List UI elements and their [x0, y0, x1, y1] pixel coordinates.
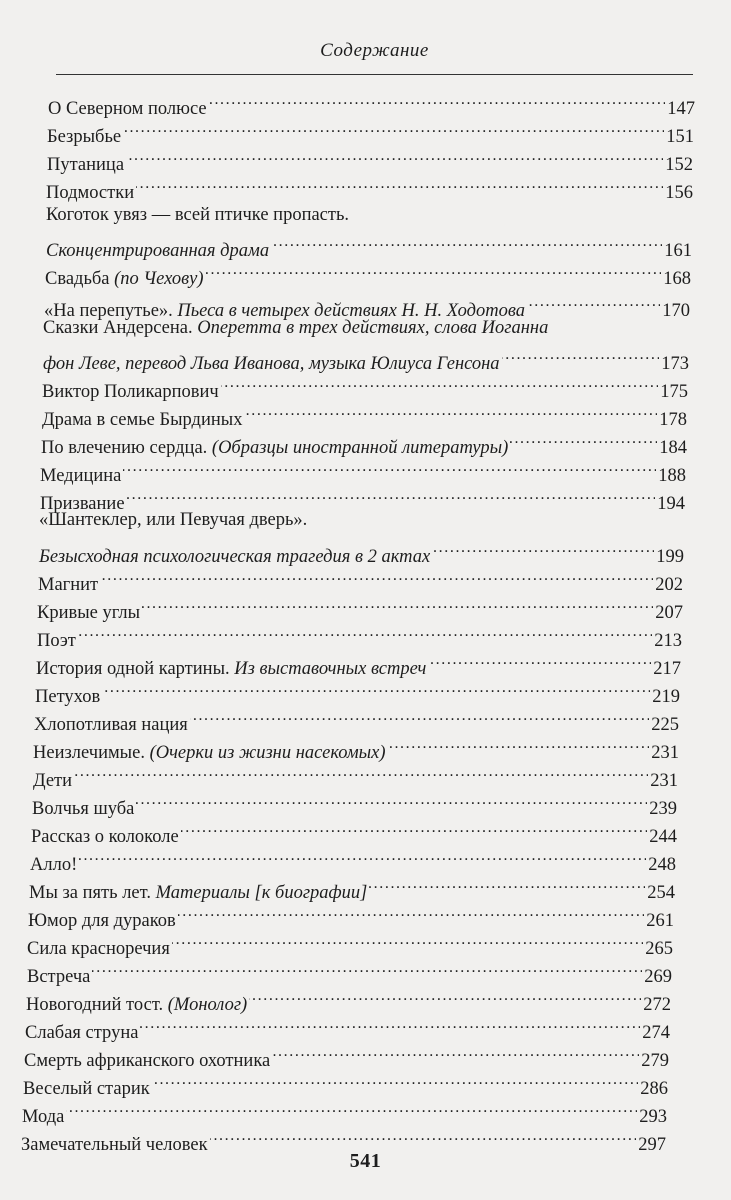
entry-title: Алло!	[30, 855, 78, 875]
entry-page: 147	[667, 99, 695, 119]
leader-dots	[206, 256, 662, 284]
entry-page: 194	[657, 494, 685, 514]
toc-entry	[28, 898, 674, 931]
leader-dots	[244, 397, 657, 425]
entry-page: 248	[648, 855, 676, 875]
toc-entry	[38, 562, 683, 595]
leader-dots	[100, 562, 653, 590]
leader-dots	[136, 170, 663, 198]
leader-dots	[172, 926, 643, 954]
entry-page: 231	[650, 771, 678, 791]
toc-entry	[27, 926, 673, 959]
entry-subtitle: Материалы [к биографии]	[155, 883, 368, 903]
leader-dots	[123, 114, 664, 142]
entry-title: Петухов	[35, 687, 101, 707]
leader-dots	[152, 1066, 639, 1094]
entry-page: 265	[645, 939, 673, 959]
entry-title: Подмостки	[46, 183, 135, 203]
leader-dots	[249, 982, 641, 1010]
toc-entry	[27, 954, 672, 987]
entry-title: Путаница	[47, 155, 125, 175]
toc-entry	[41, 425, 687, 458]
entry-page: 225	[651, 715, 679, 735]
toc-entry	[31, 814, 677, 847]
entry-page: 202	[655, 575, 683, 595]
leader-dots	[428, 646, 651, 674]
entry-page: 239	[649, 799, 677, 819]
leader-dots	[140, 1010, 640, 1038]
entry-title: Магнит	[38, 575, 99, 595]
entry-title: Слабая струна	[25, 1023, 139, 1043]
entry-title: Неизлечимые.	[33, 743, 145, 763]
leader-dots	[510, 425, 657, 453]
entry-subtitle: Из выставочных встреч	[234, 659, 427, 679]
leader-dots	[78, 618, 652, 646]
entry-page: 173	[661, 354, 689, 374]
entry-page: 170	[662, 301, 690, 321]
entry-page: 274	[642, 1023, 670, 1043]
entry-page: 261	[646, 911, 674, 931]
leader-dots	[527, 288, 660, 316]
leader-dots	[79, 842, 646, 870]
entry-title: Мы за пять лет.	[29, 883, 151, 903]
entry-page: 293	[639, 1107, 667, 1127]
leader-dots	[92, 954, 642, 982]
entry-page: 269	[644, 967, 672, 987]
entry-subtitle-continued: фон Леве, перевод Льва Иванова, музыка Юлиуса Генсона	[43, 354, 500, 374]
toc-entry	[45, 256, 691, 289]
entry-page: 297	[638, 1135, 666, 1155]
entry-page: 254	[647, 883, 675, 903]
entry-title: Рассказ о колоколе	[31, 827, 179, 847]
entry-subtitle: Безысходная психологическая трагедия в 2 актах	[39, 547, 431, 567]
entry-title: Сила красноречия	[27, 939, 170, 959]
entry-title: «Шантеклер, или Певучая дверь».	[39, 510, 308, 530]
entry-page: 217	[653, 659, 681, 679]
leader-dots	[127, 481, 656, 509]
entry-title: Волчья шуба	[32, 799, 135, 819]
leader-dots	[74, 758, 648, 786]
toc-entry	[30, 842, 676, 875]
toc-entry	[47, 114, 694, 147]
leader-dots	[190, 702, 649, 730]
leader-dots	[221, 369, 659, 397]
leader-dots	[126, 142, 663, 170]
toc-entry	[33, 758, 678, 791]
entry-title: Смерть африканского охотника	[24, 1051, 271, 1071]
entry-title: Коготок увяз — всей птичке пропасть.	[46, 205, 350, 225]
leader-dots	[209, 86, 666, 114]
leader-dots	[66, 1094, 637, 1122]
entry-page: 279	[641, 1051, 669, 1071]
toc-entry	[42, 397, 687, 430]
entry-title: Безрыбье	[47, 127, 122, 147]
toc-entry	[33, 730, 679, 763]
entry-page: 219	[652, 687, 680, 707]
entry-page: 152	[665, 155, 693, 175]
entry-page: 207	[655, 603, 683, 623]
entry-subtitle: (по Чехову)	[114, 269, 204, 289]
entry-title: Виктор Поликарпович	[42, 382, 219, 402]
toc-entry	[25, 1010, 670, 1043]
leader-dots	[136, 786, 647, 814]
entry-page: 213	[654, 631, 682, 651]
toc-entry	[46, 170, 693, 203]
entry-page: 161	[664, 241, 692, 261]
leader-dots	[178, 898, 644, 926]
entry-subtitle: Пьеса в четырех действиях Н. Н. Ходотова	[177, 301, 526, 321]
entry-page: 244	[649, 827, 677, 847]
entry-page: 168	[663, 269, 691, 289]
toc-entry	[21, 1122, 666, 1155]
entry-page: 151	[666, 127, 694, 147]
toc-entry	[44, 288, 690, 321]
toc-entry	[35, 674, 680, 707]
toc-entry	[29, 870, 675, 903]
toc-entry	[46, 228, 692, 261]
entry-page: 199	[656, 547, 684, 567]
entry-page: 272	[643, 995, 671, 1015]
leader-dots	[181, 814, 648, 842]
toc-entry	[22, 1094, 667, 1127]
entry-subtitle: (Очерки из жизни насекомых)	[149, 743, 386, 763]
entry-title: История одной картины.	[36, 659, 230, 679]
leader-dots	[210, 1122, 637, 1150]
entry-title: «На перепутье».	[44, 301, 173, 321]
toc-entry	[43, 341, 689, 374]
entry-title: Дети	[33, 771, 73, 791]
entry-title: Юмор для дураков	[28, 911, 176, 931]
leader-dots	[432, 534, 654, 562]
page-number: 541	[349, 1150, 382, 1172]
toc-entry	[34, 702, 679, 735]
leader-dots	[271, 228, 662, 256]
entry-title-line	[43, 314, 548, 342]
entry-title: Хлопотливая нация	[34, 715, 188, 735]
entry-title: Сказки Андерсена.	[43, 318, 193, 338]
toc-entry	[37, 618, 682, 651]
toc-entry	[24, 1038, 669, 1071]
entry-page: 188	[658, 466, 686, 486]
entry-title: Медицина	[40, 466, 122, 486]
leader-dots	[102, 674, 650, 702]
toc-entry	[40, 453, 686, 486]
entry-page: 156	[665, 183, 693, 203]
entry-page: 178	[659, 410, 687, 430]
entry-page: 184	[659, 438, 687, 458]
entry-subtitle: (Монолог)	[167, 995, 248, 1015]
entry-title: Мода	[22, 1107, 65, 1127]
toc-entry	[26, 982, 671, 1015]
toc-entry	[37, 590, 683, 623]
toc-entry	[48, 86, 695, 119]
leader-dots	[142, 590, 653, 618]
entry-subtitle: Сконцентрированная драма	[46, 241, 270, 261]
toc-entry	[39, 534, 684, 567]
entry-title: О Северном полюсе	[48, 99, 207, 119]
leader-dots	[388, 730, 650, 758]
running-header: Содержание	[320, 40, 429, 61]
entry-title: Призвание	[40, 494, 125, 514]
entry-title: Веселый старик	[23, 1079, 150, 1099]
entry-title: Замечательный человек	[21, 1135, 208, 1155]
entry-title: Кривые углы	[37, 603, 141, 623]
toc-entry	[23, 1066, 668, 1099]
entry-page: 175	[660, 382, 688, 402]
entry-page: 286	[640, 1079, 668, 1099]
entry-subtitle: (Образцы иностранной литературы)	[211, 438, 509, 458]
entry-title: Драма в семье Бырдиных	[42, 410, 243, 430]
toc-entry	[40, 481, 685, 514]
entry-title: Свадьба	[45, 269, 110, 289]
toc-entry	[36, 646, 681, 679]
leader-dots	[369, 870, 645, 898]
entry-title: Поэт	[37, 631, 76, 651]
toc-entry	[42, 369, 688, 402]
toc-entry	[32, 786, 677, 819]
leader-dots	[502, 341, 660, 369]
leader-dots	[272, 1038, 639, 1066]
entry-page: 231	[651, 743, 679, 763]
entry-title: Встреча	[27, 967, 91, 987]
leader-dots	[123, 453, 656, 481]
entry-title: Новогодний тост.	[26, 995, 164, 1015]
toc-entry	[47, 142, 693, 175]
entry-subtitle: Оперетта в трех действиях, слова Иоганна	[197, 318, 549, 338]
entry-title: По влечению сердца.	[41, 438, 208, 458]
